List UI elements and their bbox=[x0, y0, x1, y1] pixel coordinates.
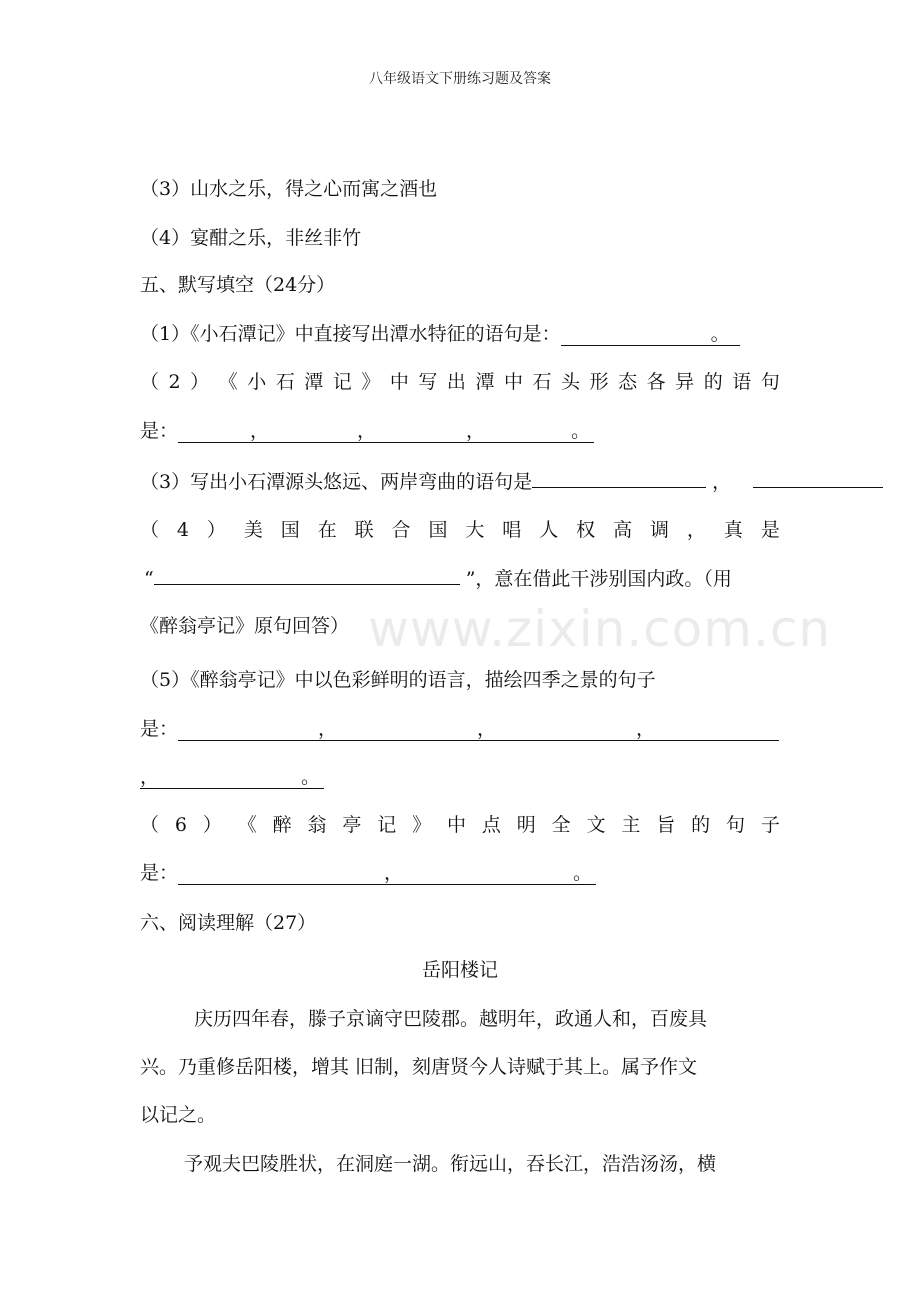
q6row-char: 子 bbox=[760, 814, 780, 836]
q2row-char: 语 bbox=[732, 371, 752, 393]
question-1-text: （1）《小石潭记》中直接写出潭水特征的语句是： bbox=[140, 323, 561, 345]
q6row-char: 文 bbox=[586, 814, 606, 836]
question-4-continued: “ ”，意在借此干涉别国内政。（用 bbox=[144, 568, 732, 590]
question-3-blank-1[interactable] bbox=[532, 469, 706, 488]
question-5: （5）《醉翁亭记》中以色彩鲜明的语言，描绘四季之景的句子 bbox=[140, 669, 656, 691]
section-6-heading: 六、阅读理解（27） bbox=[140, 912, 317, 934]
question-2-continued: 是： ， ， ， 。 bbox=[140, 419, 594, 443]
q4row-char: （ bbox=[140, 519, 160, 541]
question-4 bbox=[140, 518, 780, 542]
q4row-char: 美 bbox=[243, 519, 263, 541]
q4row-char: 是 bbox=[760, 519, 780, 541]
question-1-answer-blank[interactable]: 。 bbox=[561, 323, 740, 346]
q6row-char: 亭 bbox=[342, 814, 362, 836]
q2row-char: 各 bbox=[646, 371, 666, 393]
q6row-char: （ bbox=[140, 814, 160, 836]
q6row-char: 翁 bbox=[307, 814, 327, 836]
page-header: 八年级语文下册练习题及答案 bbox=[369, 71, 551, 87]
q6row-char: 》 bbox=[412, 814, 432, 836]
q6row-char: 主 bbox=[621, 814, 641, 836]
passage-line-1: 庆历四年春，滕子京谪守巴陵郡。越明年，政通人和，百废具 bbox=[194, 1008, 708, 1030]
q6row-char: 的 bbox=[691, 814, 711, 836]
question-2-answer-blank[interactable]: ， ， ， 。 bbox=[178, 420, 594, 443]
q6row-char: 句 bbox=[725, 814, 745, 836]
line-4: （4）宴酣之乐，非丝非竹 bbox=[140, 227, 362, 249]
q2row-char: 》 bbox=[361, 371, 381, 393]
q4row-char: 人 bbox=[539, 519, 559, 541]
q2row-char: 潭 bbox=[475, 371, 495, 393]
question-4-note: 《醉翁亭记》原句回答） bbox=[140, 615, 350, 637]
question-6-answer-blank[interactable]: ， 。 bbox=[178, 862, 596, 885]
q6row-char: 点 bbox=[481, 814, 501, 836]
q6row-char: 旨 bbox=[656, 814, 676, 836]
question-6 bbox=[140, 813, 780, 837]
line-3: （3）山水之乐，得之心而寓之酒也 bbox=[140, 178, 438, 200]
q6row-char: 全 bbox=[551, 814, 571, 836]
q4row-char: 调 bbox=[649, 519, 669, 541]
q4row-char: 国 bbox=[428, 519, 448, 541]
passage-title: 岳阳楼记 bbox=[421, 959, 498, 981]
q2row-char: 态 bbox=[618, 371, 638, 393]
passage-line-3: 以记之。 bbox=[140, 1104, 217, 1126]
q2row-char: 中 bbox=[389, 371, 409, 393]
q2row-char: 2 bbox=[168, 371, 181, 393]
passage-line-2: 兴。乃重修岳阳楼，增其 旧制，刻唐贤今人诗赋于其上。属予作文 bbox=[140, 1056, 698, 1078]
q6row-char: 6 bbox=[174, 814, 187, 836]
q2row-char: 出 bbox=[446, 371, 466, 393]
question-5-answer-blank[interactable]: ， ， ， bbox=[178, 718, 779, 741]
q4row-char: 4 bbox=[176, 519, 190, 541]
q2row-char: ） bbox=[190, 371, 210, 393]
q2row-char: 写 bbox=[418, 371, 438, 393]
question-2 bbox=[140, 370, 780, 394]
q6row-char: 明 bbox=[516, 814, 536, 836]
q4row-char: ， bbox=[686, 519, 706, 541]
q4row-char: 高 bbox=[613, 519, 633, 541]
q2row-char: 异 bbox=[675, 371, 695, 393]
q4row-char: ） bbox=[206, 519, 226, 541]
q2row-char: 石 bbox=[532, 371, 552, 393]
question-1 bbox=[140, 322, 740, 346]
q4row-char: 唱 bbox=[502, 519, 522, 541]
q6row-char: 《 bbox=[237, 814, 257, 836]
section-5-heading: 五、默写填空（24分） bbox=[140, 274, 336, 296]
q4row-char: 国 bbox=[280, 519, 300, 541]
q4row-char: 联 bbox=[354, 519, 374, 541]
q2row-char: 记 bbox=[332, 371, 352, 393]
question-5-answer-blank-2[interactable]: ， 。 bbox=[140, 766, 324, 789]
q2row-char: 形 bbox=[589, 371, 609, 393]
q2row-char: 潭 bbox=[304, 371, 324, 393]
question-3-blank-2[interactable] bbox=[753, 469, 883, 488]
q6row-char: ） bbox=[202, 814, 222, 836]
question-5-continued-2 bbox=[140, 765, 324, 789]
q4row-char: 真 bbox=[723, 519, 743, 541]
q2row-char: 句 bbox=[760, 371, 780, 393]
q2row-char: 石 bbox=[275, 371, 295, 393]
question-6-continued: 是： ， 。 bbox=[140, 861, 596, 885]
passage-line-4: 予观夫巴陵胜状，在洞庭一湖。衔远山，吞长江，浩浩汤汤，横 bbox=[184, 1153, 717, 1175]
q6row-char: 醉 bbox=[272, 814, 292, 836]
q6row-char: 中 bbox=[446, 814, 466, 836]
question-4-answer-blank[interactable] bbox=[154, 566, 460, 585]
question-3: （3）写出小石潭源头悠远、两岸弯曲的语句是 ， bbox=[140, 469, 883, 494]
q2row-char: （ bbox=[140, 371, 160, 393]
q2row-char: 头 bbox=[561, 371, 581, 393]
q4row-char: 大 bbox=[465, 519, 485, 541]
q4row-char: 在 bbox=[317, 519, 337, 541]
question-5-continued: 是： ， ， ， bbox=[140, 717, 779, 741]
watermark: www.zixin.com.cn bbox=[368, 600, 832, 658]
q6row-char: 记 bbox=[377, 814, 397, 836]
q2row-char: 《 bbox=[218, 371, 238, 393]
q2row-char: 的 bbox=[703, 371, 723, 393]
q2row-char: 小 bbox=[247, 371, 267, 393]
q4row-char: 权 bbox=[576, 519, 596, 541]
q4row-char: 合 bbox=[391, 519, 411, 541]
q2row-char: 中 bbox=[503, 371, 523, 393]
